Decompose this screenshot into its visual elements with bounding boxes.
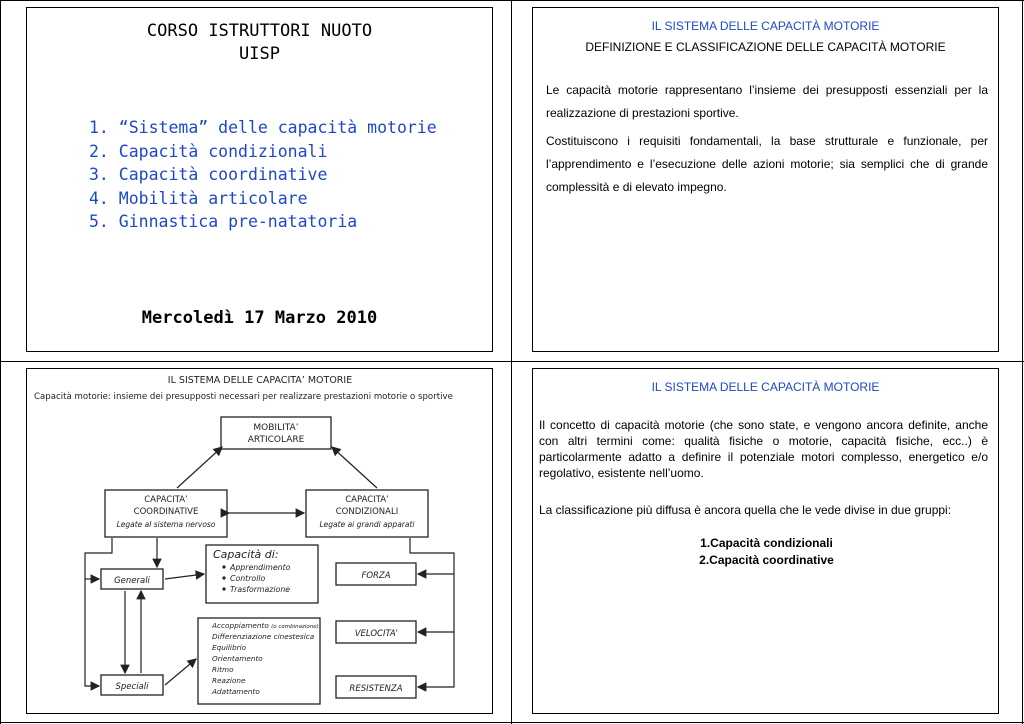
special-item: Ritmo [212, 665, 234, 674]
capacita-di-item: Trasformazione [230, 585, 291, 594]
course-title [27, 20, 492, 66]
slide-1 [26, 7, 493, 352]
condizionali-line3: Legate ai grandi apparati [319, 520, 415, 529]
grid-center [511, 0, 512, 724]
condizionali-line2: CONDIZIONALI [335, 507, 399, 517]
resistenza-label: RESISTENZA [349, 684, 403, 694]
arrow-coordinative-to-mobilita [177, 447, 222, 488]
coordinative-line3: Legate al sistema nervoso [116, 520, 216, 529]
coordinative-line2: COORDINATIVE [133, 507, 199, 517]
capacity-diagram [27, 369, 493, 714]
forza-label: FORZA [361, 571, 391, 581]
slide-3 [26, 368, 493, 714]
special-item: Equilibrio [212, 643, 247, 652]
bullet [222, 576, 225, 579]
course-title-line1: CORSO ISTRUTTORI NUOTO [146, 21, 373, 41]
diagram-subtitle: Capacità motorie: insieme dei presupposti necessari per realizzare prestazioni motorie o sportive [34, 392, 453, 402]
special-first-note: (o combinazione) [271, 624, 319, 630]
diagram-title: IL SISTEMA DELLE CAPACITA’ MOTORIE [167, 375, 353, 386]
lesson-date: Mercoledì 17 Marzo 2010 [141, 308, 378, 328]
connector-coord-left [85, 538, 112, 686]
grid-middle [0, 361, 1024, 362]
topic-list [89, 116, 437, 234]
condizionali-line1: CAPACITA’ [345, 495, 389, 505]
capacita-di-item: Controllo [230, 574, 266, 583]
slide-4-item-2: 2.Capacità coordinative [699, 553, 834, 567]
slide-4-paragraph-2: La classificazione più diffusa è ancora quella che le vede divise in due gruppi: [539, 503, 952, 517]
bullet [222, 587, 225, 590]
connector-speciali-list [165, 659, 196, 685]
slide-2-subheading: DEFINIZIONE E CLASSIFICAZIONE DELLE CAPACITÀ MOTORIE [585, 40, 946, 54]
velocita-label: VELOCITA’ [354, 629, 398, 639]
connector-generali-capacita-di [165, 574, 204, 579]
slide-2-paragraph-1: Le capacità motorie rappresentano l’insieme dei presupposti essenziali per la realizzazione di prestazioni sportive. [546, 83, 988, 120]
grid-top [0, 0, 1024, 1]
slide-4-paragraph-1: Il concetto di capacità motorie (che sono state, e vengono ancora definite, anche con altri termini come: qualità fisiche o motorie, capacità fisiche, ecc..) è particolarmente adatto a definire il potenziale motori complesso, energetico e/o regolativo, esistente nell’uomo. [539, 418, 988, 480]
slide-2-paragraph-2: Costituiscono i requisiti fondamentali, la base strutturale e funzionale, per l’apprendimento e l’esecuzione delle azioni motorie; sia semplici che di grande complessità e di elevato impegno. [546, 134, 988, 194]
generali-label: Generali [114, 576, 150, 586]
topic-item: 4. Mobilità articolare [89, 188, 308, 208]
slide-2 [532, 7, 999, 352]
grid-right [1022, 0, 1023, 724]
slide-4-heading: IL SISTEMA DELLE CAPACITÀ MOTORIE [651, 380, 880, 394]
special-item: Adattamento [212, 687, 260, 696]
speciali-label: Speciali [115, 682, 149, 692]
capacita-di-title: Capacità di: [213, 548, 279, 561]
grid-bottom [0, 722, 1024, 723]
special-item: Orientamento [212, 654, 263, 663]
connector-cond-right [410, 538, 454, 687]
bullet [222, 565, 225, 568]
slide-4 [532, 368, 999, 714]
arrow-condizionali-to-mobilita [332, 447, 377, 488]
coordinative-line1: CAPACITA’ [144, 495, 188, 505]
topic-item: 2. Capacità condizionali [89, 141, 328, 161]
topic-item: 5. Ginnastica pre-natatoria [89, 212, 358, 231]
mobilita-line1: MOBILITA’ [253, 423, 299, 433]
special-item: Differenziazione cinestesica [212, 632, 315, 641]
topic-item: 1. “Sistema” delle capacità motorie [89, 118, 437, 137]
slide-2-heading: IL SISTEMA DELLE CAPACITÀ MOTORIE [651, 19, 880, 33]
capacita-di-item: Apprendimento [230, 563, 291, 572]
special-item: Reazione [212, 676, 246, 685]
mobilita-line2: ARTICOLARE [247, 435, 305, 445]
special-first: Accoppiamento (o combinazione) [212, 621, 319, 630]
slide-4-item-1: 1.Capacità condizionali [700, 536, 833, 550]
course-title-line2: UISP [239, 44, 280, 64]
topic-item: 3. Capacità coordinative [89, 165, 328, 184]
grid-left [0, 0, 1, 724]
